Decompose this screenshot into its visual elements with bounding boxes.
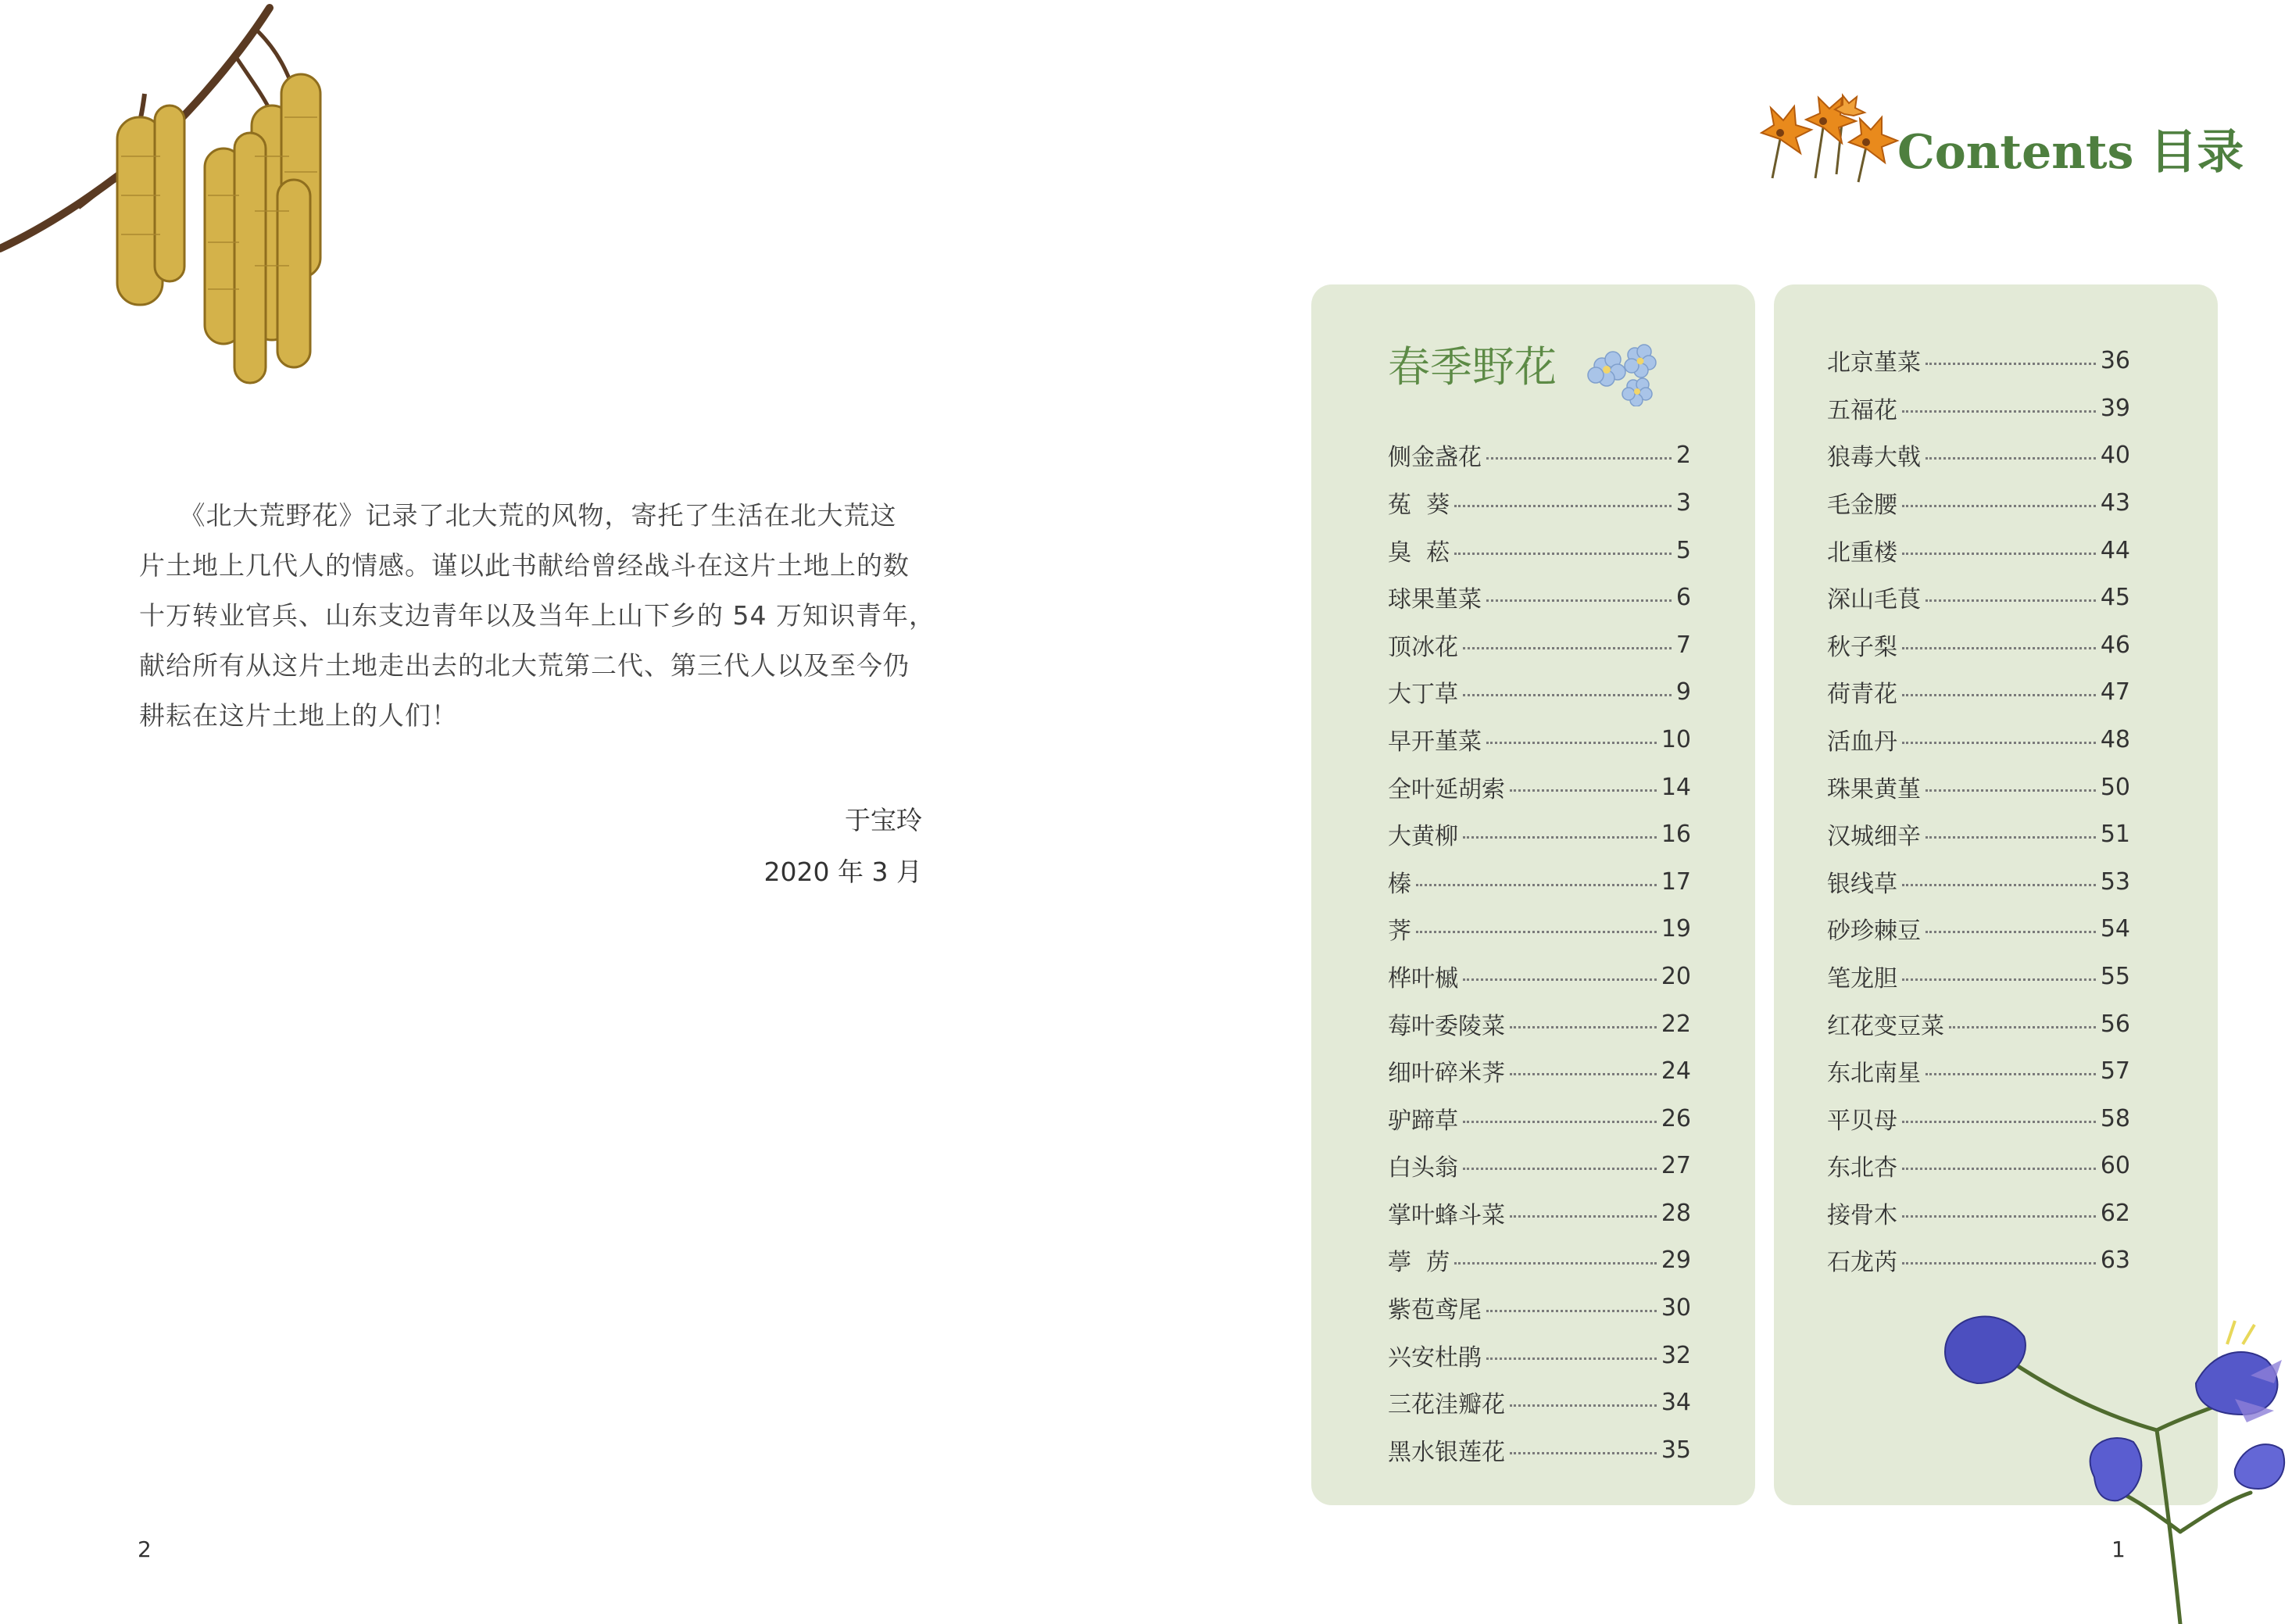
dot-leader [1486,1310,1657,1312]
toc-entry-name: 早开堇菜 [1388,728,1482,756]
toc-entry-name: 北重楼 [1827,539,1897,567]
toc-entry[interactable] [1827,818,2130,850]
toc-entry[interactable] [1388,1150,1691,1181]
toc-entry[interactable] [1827,724,2130,755]
toc-entry-name: 掌叶蜂斗菜 [1388,1202,1505,1229]
toc-entry[interactable] [1827,487,2130,518]
dot-leader [1454,505,1672,507]
toc-entry-name: 砂珍棘豆 [1827,918,1921,945]
toc-entry-page: 58 [2100,1104,2130,1132]
toc-entry[interactable] [1827,1103,2130,1134]
dot-leader [1510,789,1657,792]
toc-entry-page: 34 [1661,1388,1691,1416]
toc-entry[interactable] [1388,724,1691,755]
dot-leader [1486,599,1672,602]
toc-entry-name: 荷青花 [1827,681,1897,708]
toc-entry-name: 珠果黄堇 [1827,776,1921,803]
toc-entry[interactable] [1388,1055,1691,1086]
toc-entry-page: 22 [1661,1010,1691,1038]
toc-entry[interactable] [1827,581,2130,613]
toc-entry-name: 大黄柳 [1388,823,1458,850]
dot-leader [1925,599,2096,602]
toc-entry-name: 驴蹄草 [1388,1107,1458,1135]
toc-entry-page: 46 [2100,631,2130,659]
dot-leader [1925,363,2096,365]
dot-leader [1486,457,1672,460]
toc-entry[interactable] [1388,913,1691,944]
dot-leader [1510,1452,1657,1454]
toc-entry-page: 29 [1661,1246,1691,1274]
toc-entry[interactable] [1388,1244,1691,1275]
toc-entry-name: 大丁草 [1388,681,1458,708]
dot-leader [1510,1404,1657,1407]
section-title: 春季野花 [1388,342,1557,392]
toc-entry-page: 39 [2100,394,2130,422]
toc-entry-name: 全叶延胡索 [1388,776,1505,803]
dot-leader [1925,789,2096,792]
toc-entry-page: 51 [2100,820,2130,848]
dot-leader [1454,553,1672,555]
toc-entry-name: 汉城细辛 [1827,823,1921,850]
toc-entry-page: 20 [1661,962,1691,990]
toc-entry-page: 53 [2100,867,2130,896]
toc-entry-page: 19 [1661,914,1691,943]
toc-entry-page: 60 [2100,1151,2130,1179]
toc-entry[interactable] [1388,1340,1691,1371]
toc-entry[interactable] [1827,392,2130,424]
toc-entry-page: 36 [2100,346,2130,374]
toc-entry[interactable] [1388,535,1691,566]
toc-entry[interactable] [1388,487,1691,518]
toc-entry[interactable] [1388,866,1691,897]
toc-entry-name: 平贝母 [1827,1107,1897,1135]
toc-entry-name: 东北杏 [1827,1154,1897,1182]
toc-entry[interactable] [1827,629,2130,660]
toc-entry-page: 24 [1661,1057,1691,1085]
toc-entry-name: 狼毒大戟 [1827,444,1921,471]
dot-leader [1902,1262,2096,1265]
signature-name: 于宝玲 [845,805,922,835]
toc-entry[interactable] [1388,1386,1691,1418]
toc-entry-name: 桦叶槭 [1388,965,1458,993]
toc-entry-page: 5 [1675,536,1691,564]
toc-entry-name: 银线草 [1827,871,1897,898]
toc-entry-name: 接骨木 [1827,1202,1897,1229]
preface-line: 耕耘在这片土地上的人们！ [139,700,458,731]
toc-entry-page: 9 [1675,678,1691,706]
toc-entry-page: 7 [1675,631,1691,659]
toc-entry[interactable] [1827,771,2130,803]
signature-date: 2020 年 3 月 [763,857,922,887]
dot-leader [1902,1215,2096,1218]
toc-entry-name: 臭 菘 [1388,539,1450,567]
dot-leader [1416,931,1657,933]
toc-entry-name: 顶冰花 [1388,634,1458,661]
toc-entry[interactable] [1827,1055,2130,1086]
toc-entry[interactable] [1388,1197,1691,1229]
toc-entry-page: 44 [2100,536,2130,564]
dot-leader [1902,884,2096,886]
toc-entry[interactable] [1388,771,1691,803]
toc-entry-name: 菟 葵 [1388,492,1450,519]
contents-heading: Contents 目录 [1897,125,2244,180]
dot-leader [1463,1168,1657,1170]
toc-entry-page: 57 [2100,1057,2130,1085]
toc-entry-name: 红花变豆菜 [1827,1013,1944,1040]
dot-leader [1949,1026,2096,1028]
toc-entry-name: 兴安杜鹃 [1388,1344,1482,1372]
dot-leader [1925,836,2096,839]
toc-entry[interactable] [1827,1244,2130,1275]
toc-entry-name: 葶 苈 [1388,1249,1450,1276]
toc-entry-page: 48 [2100,725,2130,753]
toc-entry[interactable] [1827,535,2130,566]
dot-leader [1454,1262,1657,1265]
toc-entry[interactable] [1388,818,1691,850]
toc-entry[interactable] [1388,1008,1691,1039]
toc-entry-name: 深山毛茛 [1827,586,1921,613]
toc-entry-page: 26 [1661,1104,1691,1132]
preface-line: 献给所有从这片土地走出去的北大荒第二代、第三代人以及至今仍 [139,650,910,681]
toc-entry-page: 40 [2100,441,2130,469]
toc-entry-page: 47 [2100,678,2130,706]
toc-entry-page: 27 [1661,1151,1691,1179]
toc-entry-name: 东北南星 [1827,1060,1921,1087]
toc-entry-name: 荠 [1388,918,1411,945]
toc-entry-name: 侧金盏花 [1388,444,1482,471]
dot-leader [1902,694,2096,696]
dot-leader [1902,1121,2096,1123]
toc-entry-page: 55 [2100,962,2130,990]
toc-entry-name: 石龙芮 [1827,1249,1897,1276]
toc-entry[interactable] [1827,345,2130,376]
toc-entry-name: 五福花 [1827,397,1897,424]
dot-leader [1463,1121,1657,1123]
dot-leader [1902,647,2096,649]
preface-line: 《北大荒野花》记录了北大荒的风物，寄托了生活在北大荒这 [139,500,897,531]
toc-entry-name: 紫苞鸢尾 [1388,1297,1482,1324]
dot-leader [1463,647,1672,649]
toc-entry[interactable] [1827,1150,2130,1181]
toc-entry-name: 活血丹 [1827,728,1897,756]
dot-leader [1486,742,1657,744]
preface-line: 片土地上几代人的情感。谨以此书献给曾经战斗在这片土地上的数 [139,550,910,581]
dot-leader [1510,1026,1657,1028]
page-number-right: 1 [2111,1536,2126,1562]
toc-entry-page: 35 [1661,1436,1691,1464]
toc-entry-name: 黑水银莲花 [1388,1439,1505,1466]
toc-entry[interactable] [1388,1434,1691,1465]
toc-entry-name: 毛金腰 [1827,492,1897,519]
dot-leader [1925,457,2096,460]
toc-entry[interactable] [1388,581,1691,613]
dot-leader [1902,410,2096,413]
catkin-branch-illustration [0,0,344,406]
toc-entry-page: 56 [2100,1010,2130,1038]
toc-entry-page: 43 [2100,488,2130,517]
toc-entry[interactable] [1388,676,1691,707]
dot-leader [1510,1215,1657,1218]
dot-leader [1463,978,1657,981]
toc-entry-page: 6 [1675,583,1691,611]
toc-entry-page: 32 [1661,1341,1691,1369]
dot-leader [1463,694,1672,696]
dot-leader [1925,931,2096,933]
dot-leader [1510,1073,1657,1075]
toc-entry-page: 2 [1675,441,1691,469]
toc-entry[interactable] [1388,960,1691,992]
toc-entry-page: 14 [1661,773,1691,801]
dot-leader [1463,836,1657,839]
purple-bellflower-illustration [1922,1297,2292,1624]
blue-flowers-icon [1579,336,1664,406]
dot-leader [1902,978,2096,981]
toc-entry-name: 细叶碎米荠 [1388,1060,1505,1087]
page-number-left: 2 [138,1536,152,1562]
dot-leader [1902,553,2096,555]
toc-entry[interactable] [1827,1197,2130,1229]
dot-leader [1486,1358,1657,1360]
toc-entry-page: 3 [1675,488,1691,517]
toc-entry[interactable] [1827,913,2130,944]
toc-entry-page: 17 [1661,867,1691,896]
dot-leader [1902,1168,2096,1170]
toc-entry-name: 秋子梨 [1827,634,1897,661]
toc-entry[interactable] [1827,439,2130,470]
toc-entry-name: 莓叶委陵菜 [1388,1013,1505,1040]
toc-entry-page: 63 [2100,1246,2130,1274]
dot-leader [1416,884,1657,886]
toc-entry-name: 白头翁 [1388,1154,1458,1182]
toc-entry-page: 62 [2100,1199,2130,1227]
toc-entry-page: 28 [1661,1199,1691,1227]
toc-entry-page: 54 [2100,914,2130,943]
dot-leader [1902,742,2096,744]
dot-leader [1925,1073,2096,1075]
toc-entry-name: 笔龙胆 [1827,965,1897,993]
toc-entry[interactable] [1388,1103,1691,1134]
toc-entry-page: 45 [2100,583,2130,611]
toc-entry[interactable] [1827,1008,2130,1039]
orange-flowers-illustration [1749,92,1905,186]
toc-entry[interactable] [1388,439,1691,470]
toc-entry-page: 16 [1661,820,1691,848]
dot-leader [1902,505,2096,507]
toc-entry[interactable] [1827,960,2130,992]
toc-entry[interactable] [1827,866,2130,897]
toc-entry-name: 球果堇菜 [1388,586,1482,613]
toc-entry[interactable] [1388,629,1691,660]
toc-entry-name: 榛 [1388,871,1411,898]
toc-entry-page: 50 [2100,773,2130,801]
toc-entry[interactable] [1827,676,2130,707]
preface-line: 十万转业官兵、山东支边青年以及当年上山下乡的 54 万知识青年， [139,600,935,631]
toc-entry-name: 北京堇菜 [1827,349,1921,377]
toc-entry[interactable] [1388,1292,1691,1323]
toc-entry-page: 10 [1661,725,1691,753]
toc-entry-name: 三花洼瓣花 [1388,1391,1505,1418]
toc-entry-page: 30 [1661,1293,1691,1322]
